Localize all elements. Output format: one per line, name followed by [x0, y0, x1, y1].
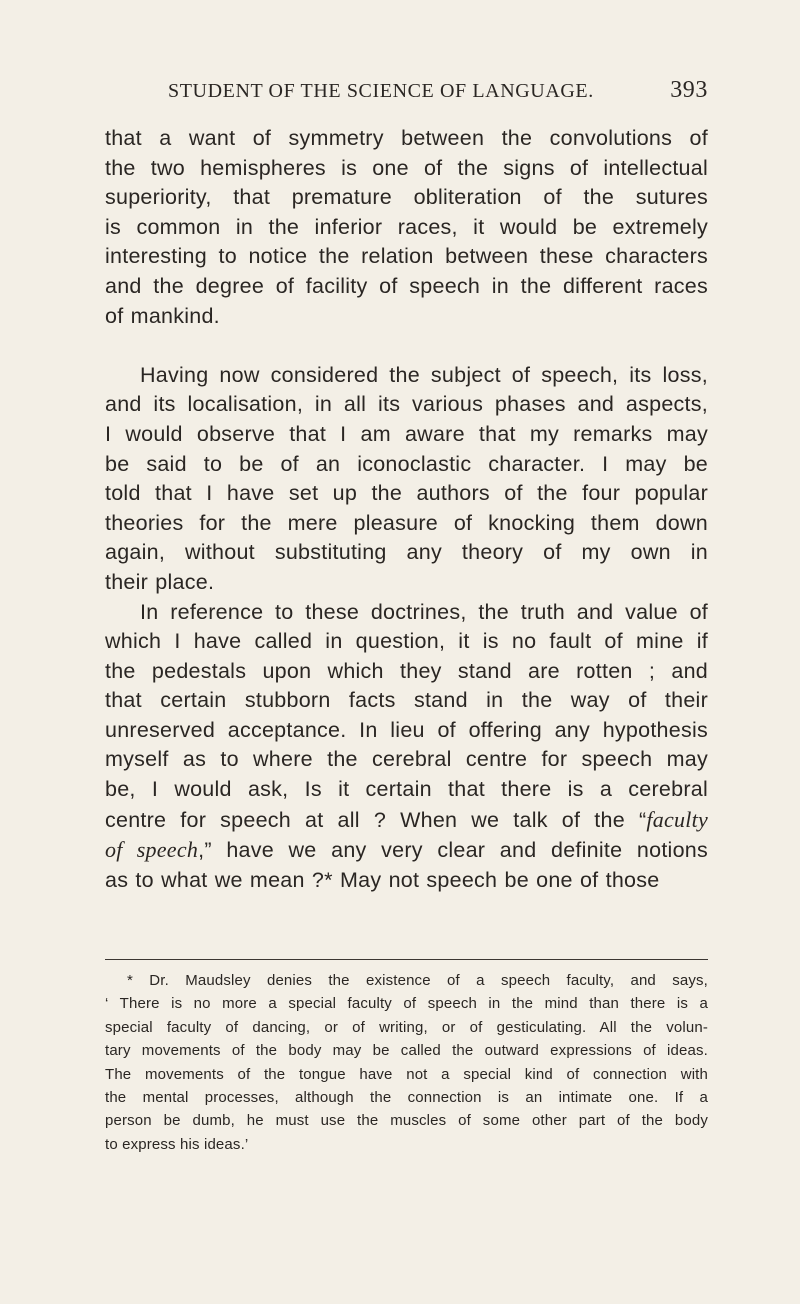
paragraph-3 [105, 598, 708, 896]
footnote-line: ‘ There is no more a special faculty of speech in the mind than there is a [105, 995, 708, 1013]
italic-term: of speech [105, 837, 199, 863]
text-line: again, without substituting any theory of my own in [105, 540, 708, 565]
text-line: told that I have set up the authors of the four popular [105, 481, 708, 506]
text-line [105, 835, 708, 866]
footnote [105, 969, 708, 1156]
text-line: which I have called in question, it is no fault of mine if [105, 629, 708, 654]
footnote-line: * Dr. Maudsley denies the existence of a speech faculty, and says, [127, 972, 708, 989]
text-line: unreserved acceptance. In lieu of offering any hypothesis [105, 717, 708, 742]
text-line: as to what we mean ?* May not speech be one of those [105, 867, 660, 892]
text-line: that a want of symmetry between the convolutions of [105, 126, 708, 150]
running-head-title: STUDENT OF THE SCIENCE OF LANGUAGE. [168, 80, 594, 102]
text-line: that certain stubborn facts stand in the way of their [105, 688, 708, 713]
text-line: the pedestals upon which they stand are rotten ; and [105, 658, 708, 683]
footnote-line: to express his ideas.’ [105, 1135, 249, 1153]
paragraph-1 [105, 124, 708, 331]
text-line: of mankind. [105, 303, 220, 328]
footnote-line: person be dumb, he must use the muscles of some other part of the body [105, 1112, 708, 1130]
text-line [105, 805, 708, 836]
text-line: myself as to where the cerebral centre for speech may [105, 747, 708, 772]
text-line: the two hemispheres is one of the signs of intellectual [105, 155, 708, 180]
text-line: theories for the mere pleasure of knocking them down [105, 510, 708, 535]
text-line: their place. [105, 569, 215, 594]
footnote-line: The movements of the tongue have not a special kind of connection with [105, 1065, 708, 1083]
paragraph-2 [105, 361, 708, 598]
footnote-line: special faculty of dancing, or of writing, or of gesticulating. All the volun- [105, 1018, 708, 1036]
text-segment: centre for speech at all ? When we talk of the “ [105, 807, 647, 832]
footnote-line: tary movements of the body may be called the outward expressions of ideas. [105, 1042, 708, 1060]
text-line: be, I would ask, Is it certain that there is a cerebral [105, 777, 708, 802]
running-head [168, 77, 708, 110]
text-line: I would observe that I am aware that my remarks may [105, 421, 708, 446]
italic-term: faculty [646, 806, 708, 832]
footnote-line: the mental processes, although the connection is an intimate one. If a [105, 1089, 708, 1107]
footnote-divider [105, 959, 708, 960]
text-line: Having now considered the subject of speech, its loss, [140, 362, 708, 387]
body-text [105, 124, 708, 895]
text-line: be said to be of an iconoclastic character. I may be [105, 451, 708, 476]
page-number: 393 [670, 77, 708, 103]
text-line: is common in the inferior races, it would be extremely [105, 214, 708, 239]
text-line: interesting to notice the relation between these characters [105, 244, 708, 269]
text-line: In reference to these doctrines, the truth and value of [140, 599, 708, 624]
text-line: and the degree of facility of speech in the different races [105, 273, 708, 298]
text-line: superiority, that premature obliteration of the sutures [105, 185, 708, 210]
text-line: and its localisation, in all its various phases and aspects, [105, 392, 708, 417]
text-segment: ,” have we any very clear and definite notions [198, 838, 708, 863]
